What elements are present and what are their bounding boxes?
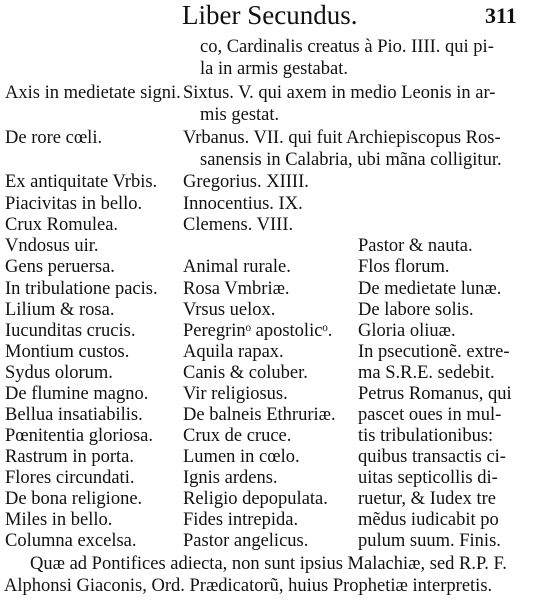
right-column-motto: Flos florum. xyxy=(358,257,450,277)
right-column-motto: De labore solis. xyxy=(358,300,474,320)
right-column-motto: pascet oues in mul- xyxy=(358,405,502,425)
pope-annotation: Sixtus. V. qui axem in medio Leonis in ar- xyxy=(183,83,496,103)
left-column-motto: De bona religione. xyxy=(5,489,143,509)
prophecy-motto: Axis in medietate signi. xyxy=(5,83,181,103)
running-head: Liber Secundus. xyxy=(182,0,358,30)
prophecy-motto: Crux Romulea. xyxy=(5,215,119,235)
right-column-motto: De medietate lunæ. xyxy=(358,279,502,299)
prophecy-motto: De rore cœli. xyxy=(5,128,103,148)
intro-line: la in armis gestabat. xyxy=(200,59,348,79)
middle-column-motto: Animal rurale. xyxy=(183,257,291,277)
middle-column-motto: Vrsus uelox. xyxy=(183,300,276,320)
intro-line: co, Cardinalis creatus à Pio. IIII. qui pi- xyxy=(200,37,494,57)
middle-column-motto: Lumen in cœlo. xyxy=(183,447,300,467)
middle-column-motto: Crux de cruce. xyxy=(183,426,292,446)
middle-column-motto: Aquila rapax. xyxy=(183,342,284,362)
middle-column-motto: Canis & coluber. xyxy=(183,363,308,383)
middle-column-motto: Pastor angelicus. xyxy=(183,531,309,551)
left-column-motto: Lilium & rosa. xyxy=(5,300,115,320)
left-column-motto: Sydus olorum. xyxy=(5,363,113,383)
right-column-motto: Pastor & nauta. xyxy=(358,236,473,256)
page-number: 311 xyxy=(485,3,517,28)
right-column-motto: quibus transactis ci- xyxy=(358,447,506,467)
left-column-motto: Columna excelsa. xyxy=(5,531,137,551)
right-column-motto: ma S.R.E. sedebit. xyxy=(358,363,495,383)
middle-column-motto: Rosa Vmbriæ. xyxy=(183,279,290,299)
middle-column-motto: De balneis Ethruriæ. xyxy=(183,405,336,425)
left-column-motto: Flores circundati. xyxy=(5,468,135,488)
middle-column-motto: Fides intrepida. xyxy=(183,510,299,530)
left-column-motto: Bellua insatiabilis. xyxy=(5,405,143,425)
left-column-motto: Pœnitentia gloriosa. xyxy=(5,426,153,446)
pope-annotation: sanensis in Calabria, ubi mãna colligitur. xyxy=(200,150,502,170)
right-column-motto: Gloria oliuæ. xyxy=(358,321,456,341)
prophecy-motto: Ex antiquitate Vrbis. xyxy=(5,172,158,192)
left-column-motto: De flumine magno. xyxy=(5,384,149,404)
middle-column-motto: Peregrinᵒ apostolicᵒ. xyxy=(183,321,333,341)
left-column-motto: Miles in bello. xyxy=(5,510,113,530)
left-column-motto: Gens peruersa. xyxy=(5,257,115,277)
prophecy-motto: Piacivitas in bello. xyxy=(5,194,143,214)
right-column-motto: Petrus Romanus, qui xyxy=(358,384,512,404)
left-column-motto: In tribulatione pacis. xyxy=(5,279,158,299)
left-column-motto: Iucunditas crucis. xyxy=(5,321,136,341)
right-column-motto: In psecutionẽ. extre- xyxy=(358,342,510,362)
right-column-motto: uitas septicollis di- xyxy=(358,468,498,488)
right-column-motto: mẽdus iudicabit po xyxy=(358,510,499,530)
middle-column-motto: Religio depopulata. xyxy=(183,489,328,509)
pope-annotation: Vrbanus. VII. qui fuit Archiepiscopus Ros- xyxy=(183,128,501,148)
right-column-motto: pulum suum. Finis. xyxy=(358,531,501,551)
footer-note: Quæ ad Pontifices adiecta, non sunt ipsius Malachiæ, sed R.P. F. xyxy=(30,554,507,574)
left-column-motto: Rastrum in porta. xyxy=(5,447,134,467)
left-column-motto: Montium custos. xyxy=(5,342,130,362)
middle-column-motto: Vir religiosus. xyxy=(183,384,288,404)
left-column-motto: Vndosus uir. xyxy=(5,236,99,256)
pope-annotation: Innocentius. IX. xyxy=(183,194,303,214)
pope-annotation: mis gestat. xyxy=(200,105,280,125)
right-column-motto: tis tribulationibus: xyxy=(358,426,494,446)
footer-note: Alphonsi Giaconis, Ord. Prædicatorũ, huius Prophetiæ interpretis. xyxy=(4,576,493,596)
middle-column-motto: Ignis ardens. xyxy=(183,468,278,488)
right-column-motto: ruetur, & Iudex tre xyxy=(358,489,496,509)
pope-annotation: Clemens. VIII. xyxy=(183,215,294,235)
pope-annotation: Gregorius. XIIII. xyxy=(183,172,309,192)
